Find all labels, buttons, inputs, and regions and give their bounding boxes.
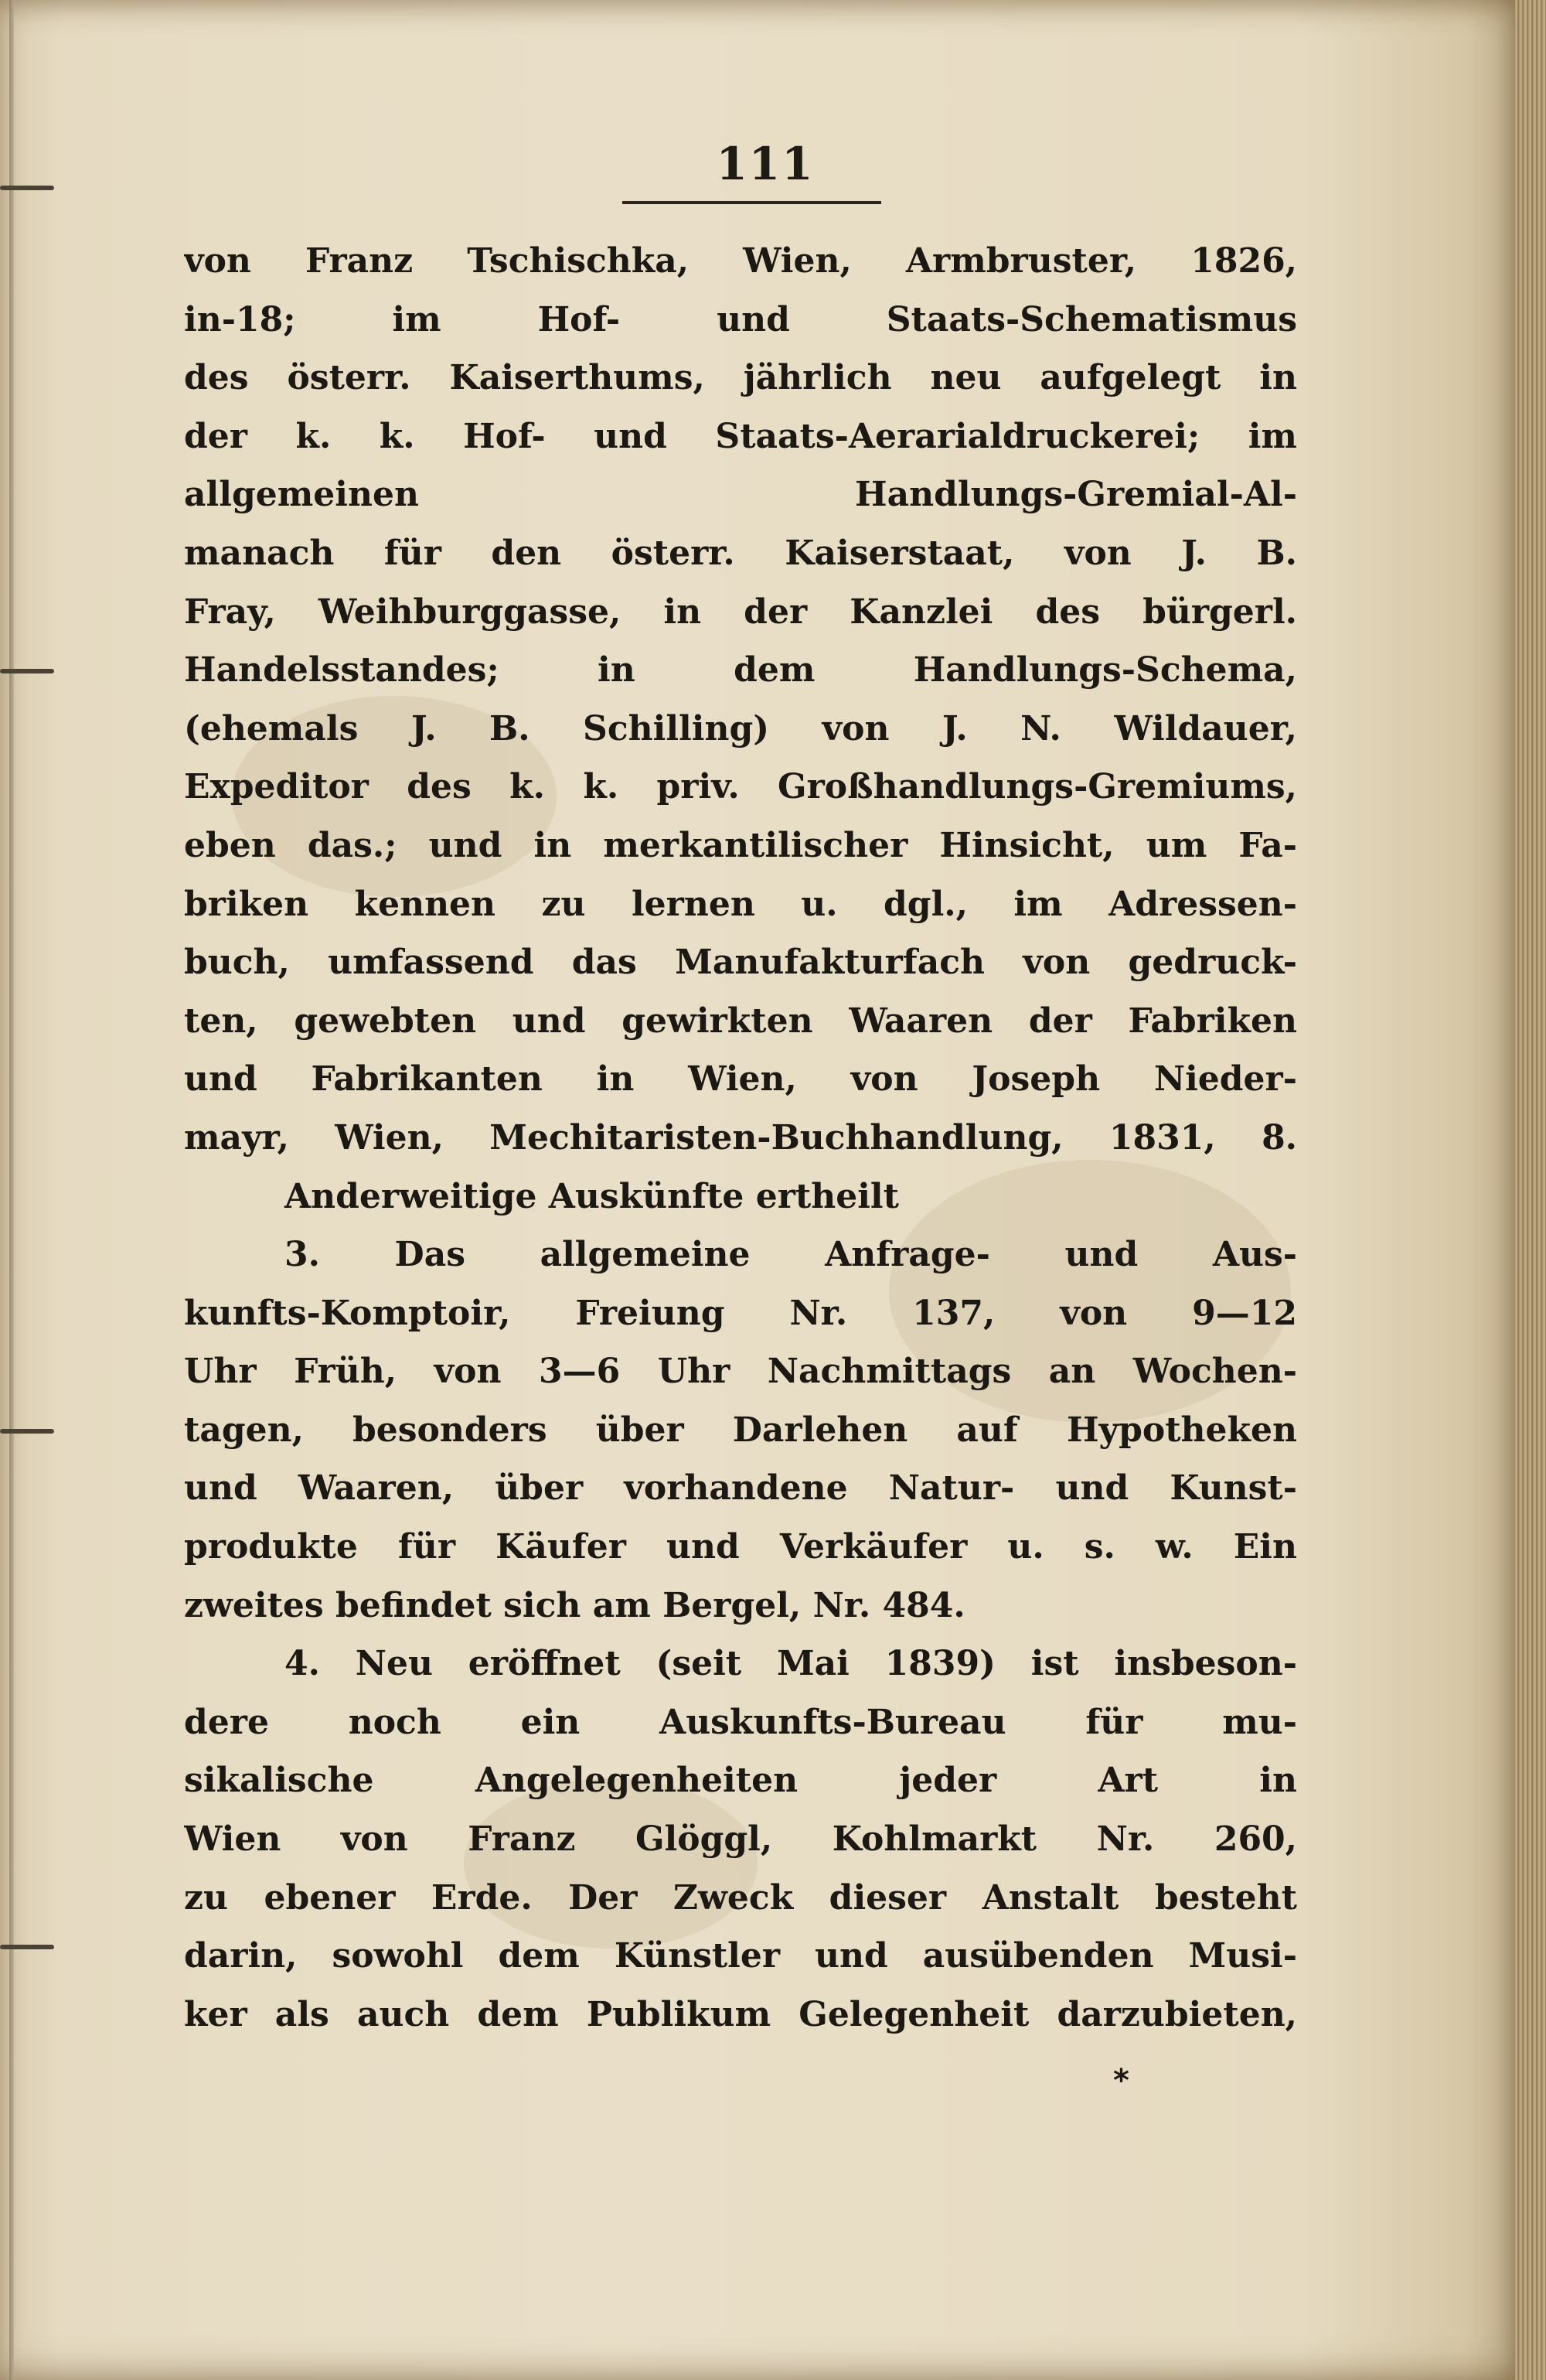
text-line: dere noch ein Auskunfts-Bureau für mu- (184, 1702, 1297, 1742)
text-line: 4. Neu eröffnet (seit Mai 1839) ist insbeson- (284, 1644, 1297, 1684)
text-line: eben das.; und in merkantilischer Hinsicht, um Fa- (184, 825, 1297, 865)
text-line: buch, umfassend das Manufakturfach von gedruck- (184, 943, 1297, 983)
text-line: ker als auch dem Publikum Gelegenheit darzubieten, (184, 1994, 1297, 2034)
body-text (184, 232, 1297, 2044)
binding-stitch (0, 669, 54, 673)
text-line: manach für den österr. Kaiserstaat, von J. B. (184, 533, 1297, 573)
text-line: in-18; im Hof- und Staats-Schematismus (184, 299, 1297, 339)
text-line: ten, gewebten und gewirkten Waaren der Fabriken (184, 1001, 1297, 1041)
header-rule (622, 201, 881, 204)
text-line: zu ebener Erde. Der Zweck dieser Anstalt besteht (184, 1877, 1297, 1918)
binding-stitch (0, 1945, 54, 1949)
text-line: Wien von Franz Glöggl, Kohlmarkt Nr. 260, (184, 1819, 1297, 1860)
text-line: sikalische Angelegenheiten jeder Art in (184, 1761, 1297, 1801)
text-line: allgemeinen Handlungs-Gremial-Al- (184, 475, 1297, 515)
text-line: 3. Das allgemeine Anfrage- und Aus- (284, 1235, 1297, 1275)
signature-mark: * (1113, 2063, 1129, 2099)
text-line: von Franz Tschischka, Wien, Armbruster, 1826, (184, 241, 1297, 281)
text-line: tagen, besonders über Darlehen auf Hypotheken (184, 1410, 1297, 1450)
text-line: der k. k. Hof- und Staats-Aerarialdruckerei; im (184, 416, 1297, 456)
text-line: briken kennen zu lernen u. dgl., im Adressen- (184, 884, 1297, 924)
text-line: produkte für Käufer und Verkäufer u. s. w. Ein (184, 1527, 1297, 1567)
page-edge-stack (1515, 0, 1546, 2380)
text-line: des österr. Kaiserthums, jährlich neu aufgelegt in (184, 358, 1297, 398)
text-line: kunfts-Komptoir, Freiung Nr. 137, von 9—12 (184, 1293, 1297, 1333)
page-number: 111 (716, 138, 815, 190)
text-line: Handelsstandes; in dem Handlungs-Schema, (184, 650, 1297, 690)
text-line: Fray, Weihburggasse, in der Kanzlei des bürgerl. (184, 592, 1297, 632)
text-line: (ehemals J. B. Schilling) von J. N. Wildauer, (184, 708, 1297, 748)
binding-stitch (0, 186, 54, 190)
text-line: Expeditor des k. k. priv. Großhandlungs-Gremiums, (184, 767, 1297, 807)
binding-stitch (0, 1429, 54, 1434)
text-line: und Fabrikanten in Wien, von Joseph Nieder- (184, 1059, 1297, 1100)
text-line: darin, sowohl dem Künstler und ausübenden Musi- (184, 1936, 1297, 1976)
binding-gutter (9, 0, 14, 2380)
text-line: mayr, Wien, Mechitaristen-Buchhandlung, 1831, 8. (184, 1117, 1297, 1158)
text-line: Anderweitige Auskünfte ertheilt (284, 1176, 899, 1216)
text-line: zweites befindet sich am Bergel, Nr. 484. (184, 1585, 965, 1625)
text-line: Uhr Früh, von 3—6 Uhr Nachmittags an Wochen- (184, 1352, 1297, 1392)
text-line: und Waaren, über vorhandene Natur- und Kunst- (184, 1468, 1297, 1509)
